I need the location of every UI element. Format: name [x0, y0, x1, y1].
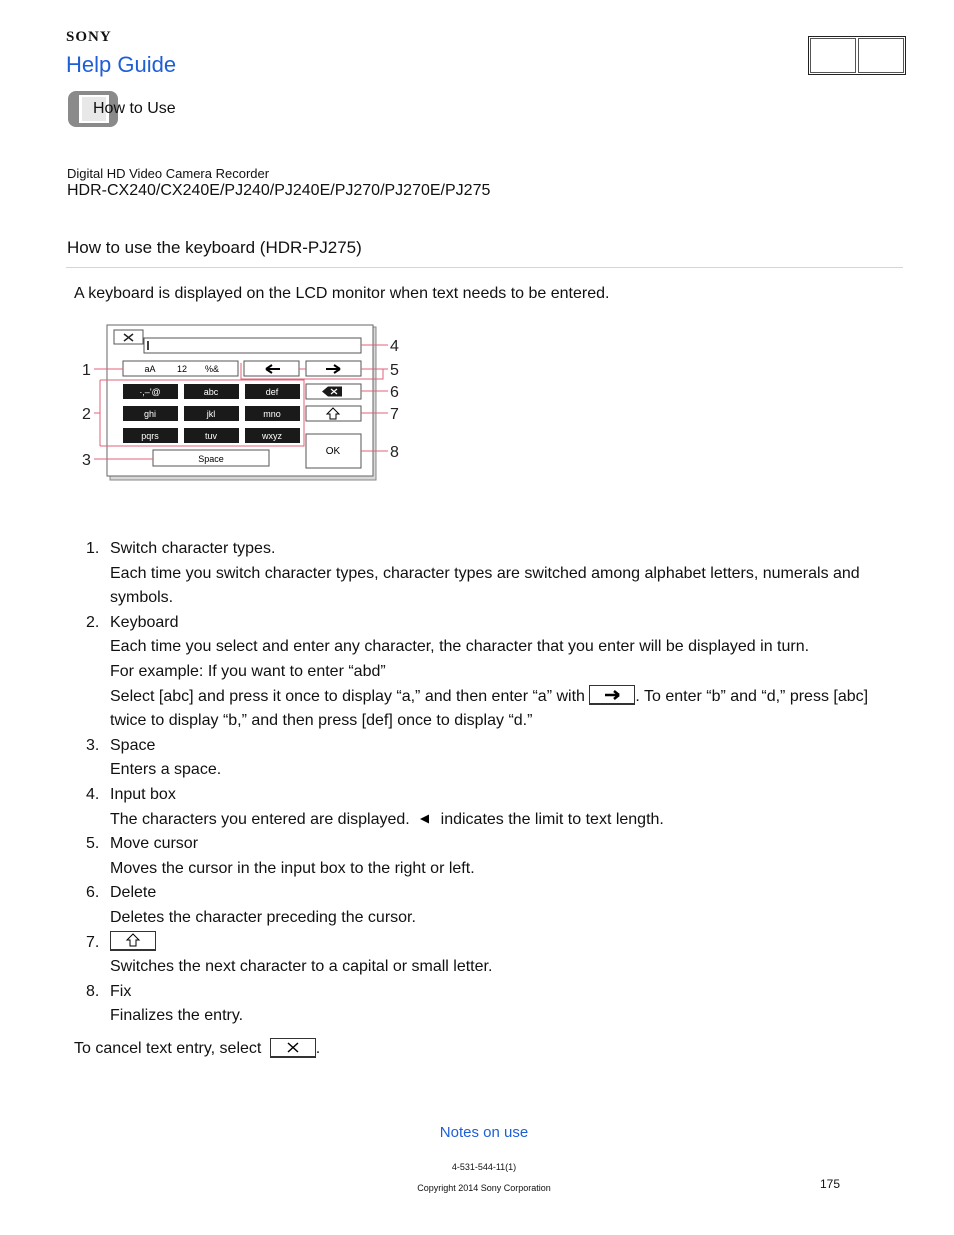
item-desc: Select [abc] and press it once to display “a,” and then enter “a” with . To enter “b” and “d,” press [abc] twice to display “b,” and then press [def] once to display “d.” [110, 685, 900, 734]
callout-label: 5 [390, 362, 399, 379]
right-arrow-icon [605, 691, 619, 699]
close-button [270, 1038, 316, 1058]
char-key-label: ghi [143, 409, 157, 419]
list-item: 4. Input box The characters you entered are displayed. indicates the limit to text length. [110, 783, 900, 832]
type-key-label: 12 [176, 364, 188, 374]
list-item: 3. Space Enters a space. [110, 734, 900, 783]
callout-label: 6 [390, 384, 399, 401]
shift-button [110, 931, 156, 951]
item-title: Switch character types. [110, 540, 276, 557]
next-page-button[interactable] [858, 38, 904, 73]
list-item: 7. Switches the next character to a capital or small letter. [110, 931, 900, 980]
callout-label: 1 [82, 362, 91, 379]
list-item: 1. Switch character types. Each time you switch character types, character types are switched among alphabet letters, numerals and symbols. [110, 537, 900, 611]
callout-label: 3 [82, 452, 91, 469]
item-title: Input box [110, 785, 176, 803]
item-desc: The characters you entered are displayed. indicates the limit to text length. [110, 810, 664, 828]
char-key-label: abc [203, 387, 219, 397]
cancel-text: To cancel text entry, select . [74, 1039, 320, 1059]
item-desc: Finalizes the entry. [110, 1007, 244, 1025]
device-name: Digital HD Video Camera Recorder [67, 166, 270, 181]
list-item: 8. Fix Finalizes the entry. [110, 980, 900, 1029]
item-desc: Enters a space. [110, 761, 222, 779]
shift-icon [127, 934, 139, 946]
item-desc: Moves the cursor in the input box to the right or left. [110, 859, 475, 877]
nav-buttons [808, 36, 906, 75]
char-key-label: def [265, 387, 279, 397]
document-code: 4-531-544-11(1) [451, 1162, 517, 1172]
input-box[interactable] [144, 338, 361, 353]
char-key-label: ·,–'@ [139, 387, 161, 397]
char-key-label: wxyz [262, 431, 282, 441]
callout-label: 4 [390, 338, 399, 355]
model-list: HDR-CX240/CX240E/PJ240/PJ240E/PJ270/PJ270E/PJ275 [67, 182, 491, 199]
section-label: How to Use [93, 100, 176, 117]
list-item: 6. Delete Deletes the character preceding the cursor. [110, 881, 900, 930]
left-triangle-icon [418, 814, 432, 824]
copyright: Copyright 2014 Sony Corporation [417, 1183, 551, 1193]
char-key-label: pqrs [141, 431, 159, 441]
item-list [86, 537, 900, 1029]
item-title: Fix [110, 982, 132, 1000]
char-key-label: tuv [204, 431, 218, 441]
char-key-label: mno [263, 409, 281, 419]
keyboard-figure [78, 322, 408, 482]
close-icon [288, 1043, 298, 1052]
item-desc: Each time you switch character types, character types are switched among alphabet letters, numerals and symbols. [110, 564, 860, 607]
ok-key-label: OK [325, 446, 341, 457]
item-title: Move cursor [110, 835, 199, 853]
item-title: Delete [110, 884, 157, 902]
item-desc: For example: If you want to enter “abd” [110, 662, 386, 680]
item-title: Space [110, 736, 156, 754]
type-key-label: %& [204, 364, 220, 374]
space-key-label: Space [198, 454, 224, 464]
item-desc: Switches the next character to a capital or small letter. [110, 958, 493, 976]
item-desc: Deletes the character preceding the cursor. [110, 908, 416, 926]
notes-on-use-link[interactable]: Notes on use [439, 1124, 529, 1141]
callout-label: 2 [82, 406, 91, 423]
list-item: 2. Keyboard Each time you select and enter any character, the character that you enter will be displayed in turn. For example: If you want to enter “abd” Select [abc] and press it once to display “a,” and then enter “a” with . To enter “b” and “d,” press [abc] twice to display “b,” and then press [def] once to display “d.” [110, 611, 900, 734]
prev-page-button[interactable] [810, 38, 856, 73]
callout-label: 8 [390, 444, 399, 461]
intro-text: A keyboard is displayed on the LCD monitor when text needs to be entered. [74, 285, 610, 302]
type-key-label: aA [144, 364, 156, 374]
item-title: Keyboard [110, 613, 179, 631]
list-item: 5. Move cursor Moves the cursor in the input box to the right or left. [110, 832, 900, 881]
divider [66, 267, 903, 268]
item-desc: Each time you select and enter any character, the character that you enter will be displayed in turn. [110, 638, 810, 656]
callout-label: 7 [390, 406, 399, 423]
sony-logo: SONY [66, 29, 112, 45]
char-key-label: jkl [206, 409, 216, 419]
right-arrow-button [589, 685, 635, 705]
page-number: 175 [820, 1177, 841, 1191]
help-guide-link[interactable]: Help Guide [66, 52, 177, 77]
page-title: How to use the keyboard (HDR-PJ275) [67, 238, 362, 257]
